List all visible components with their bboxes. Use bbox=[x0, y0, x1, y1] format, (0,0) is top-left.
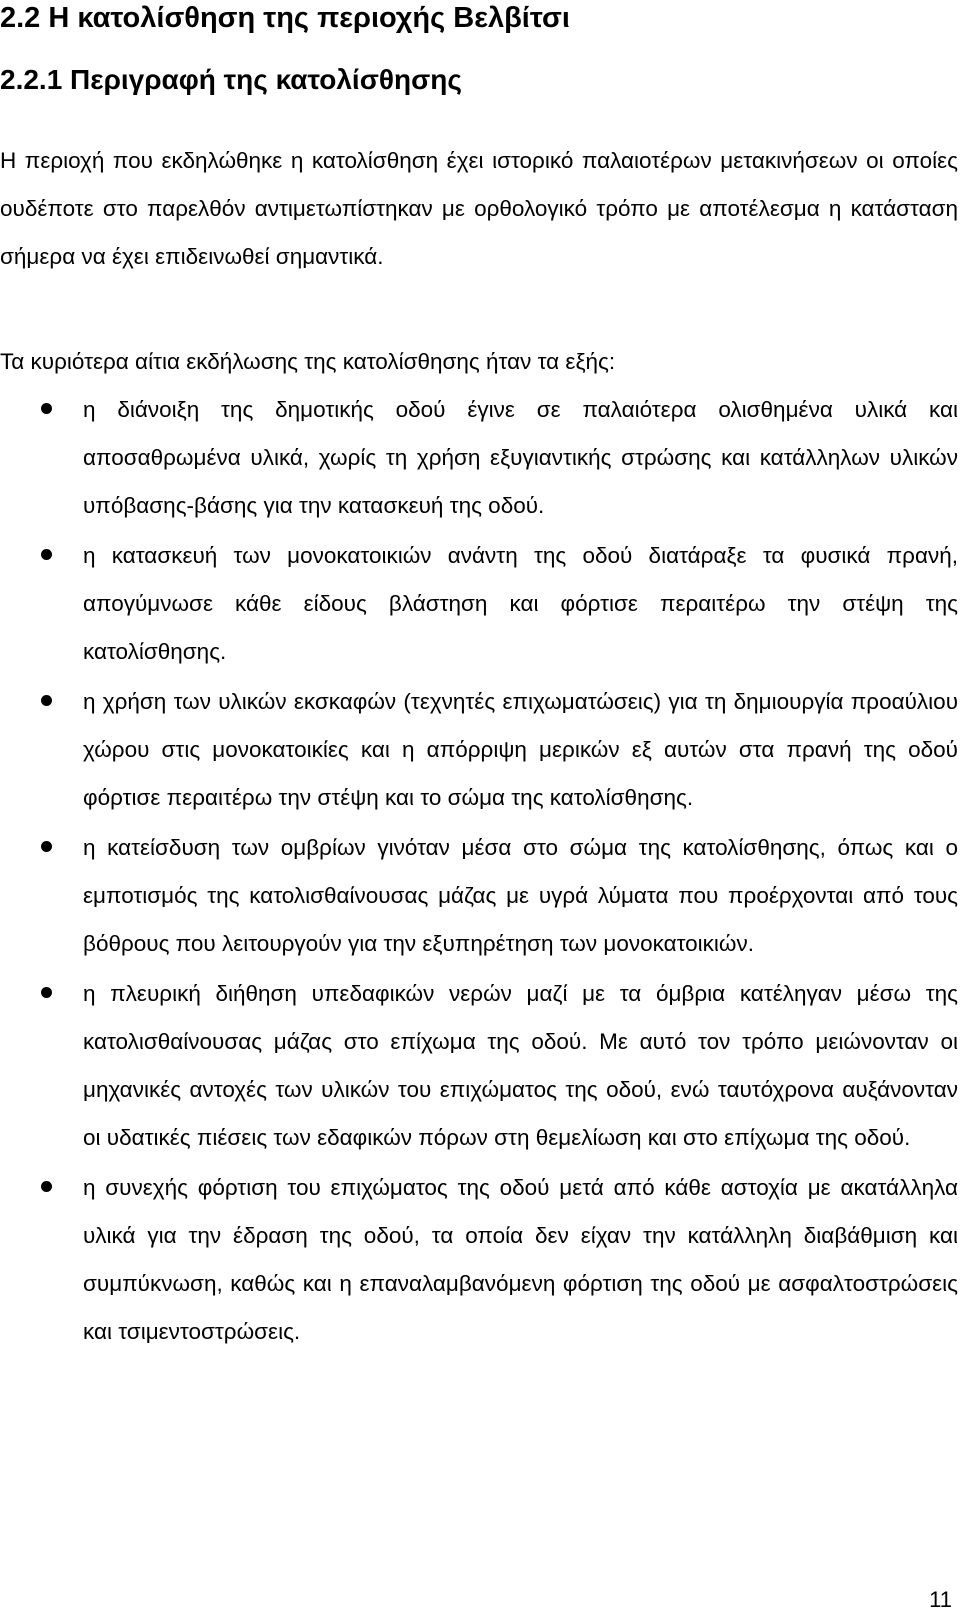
bullet-icon bbox=[41, 841, 52, 852]
list-item-text: η συνεχής φόρτιση του επιχώματος της οδού μετά από κάθε αστοχία με ακατάλληλα υλικά για την έδραση της οδού, τα οποία δεν είχαν την κατάλληλη διαβάθμιση και συμπύκνωση, καθώς και η επαναλαμβανόμενη φόρτιση της οδού με ασφαλτοστρώσεις και τσιμεντοστρώσεις. bbox=[83, 1175, 958, 1344]
section-heading: 2.2 Η κατολίσθηση της περιοχής Βελβίτσι bbox=[0, 2, 570, 34]
list-item-text: η κατείσδυση των ομβρίων γινόταν μέσα στο σώμα της κατολίσθησης, όπως και ο εμποτισμός της κατολισθαίνουσας μάζας με υγρά λύματα που προέρχονται από τους βόθρους που λειτουργούν για την εξυπηρέτηση των μονοκατοικιών. bbox=[83, 835, 958, 956]
bullet-icon bbox=[41, 695, 52, 706]
bullet-icon bbox=[41, 549, 52, 560]
list-item bbox=[0, 824, 958, 968]
bullet-icon bbox=[41, 403, 52, 414]
list-item bbox=[0, 1164, 958, 1356]
list-item bbox=[0, 970, 958, 1162]
causes-intro-paragraph: Τα κυριότερα αίτια εκδήλωσης της κατολίσθησης ήταν τα εξής: bbox=[0, 349, 616, 374]
intro-paragraph: Η περιοχή που εκδηλώθηκε η κατολίσθηση έχει ιστορικό παλαιοτέρων μετακινήσεων οι οποίες ουδέποτε στο παρελθόν αντιμετωπίστηκαν με ορθολογικό τρόπο με αποτέλεσμα η κατάσταση σήμερα να έχει επιδεινωθεί σημαντικά. bbox=[0, 148, 958, 269]
list-item-text: η διάνοιξη της δημοτικής οδού έγινε σε παλαιότερα ολισθημένα υλικά και αποσαθρωμένα υλικά, χωρίς τη χρήση εξυγιαντικής στρώσης και κατάλληλων υλικών υπόβασης-βάσης για την κατασκευή της οδού. bbox=[83, 397, 958, 518]
bullet-icon bbox=[41, 987, 52, 998]
list-item bbox=[0, 678, 958, 822]
bullet-icon bbox=[41, 1181, 52, 1192]
list-item-text: η χρήση των υλικών εκσκαφών (τεχνητές επιχωματώσεις) για τη δημιουργία προαύλιου χώρου στις μονοκατοικίες και η απόρριψη μερικών εξ αυτών στα πρανή της οδού φόρτισε περαιτέρω την στέψη και το σώμα της κατολίσθησης. bbox=[83, 689, 958, 810]
list-item-text: η κατασκευή των μονοκατοικιών ανάντη της οδού διατάραξε τα φυσικά πρανή, απογύμνωσε κάθε είδους βλάστηση και φόρτισε περαιτέρω την στέψη της κατολίσθησης. bbox=[83, 543, 958, 664]
subsection-heading: 2.2.1 Περιγραφή της κατολίσθησης bbox=[0, 64, 462, 95]
page-number: 11 bbox=[929, 1587, 952, 1612]
list-item-text: η πλευρική διήθηση υπεδαφικών νερών μαζί με τα όμβρια κατέληγαν μέσω της κατολισθαίνουσας μάζας στο επίχωμα της οδού. Με αυτό τον τρόπο μειώνονταν οι μηχανικές αντοχές των υλικών του επιχώματος της οδού, ενώ ταυτόχρονα αυξάνονταν οι υδατικές πιέσεις των εδαφικών πόρων στη θεμελίωση και στο επίχωμα της οδού. bbox=[83, 981, 958, 1150]
list-item bbox=[0, 532, 958, 676]
list-item bbox=[0, 386, 958, 530]
causes-list bbox=[0, 386, 958, 1358]
